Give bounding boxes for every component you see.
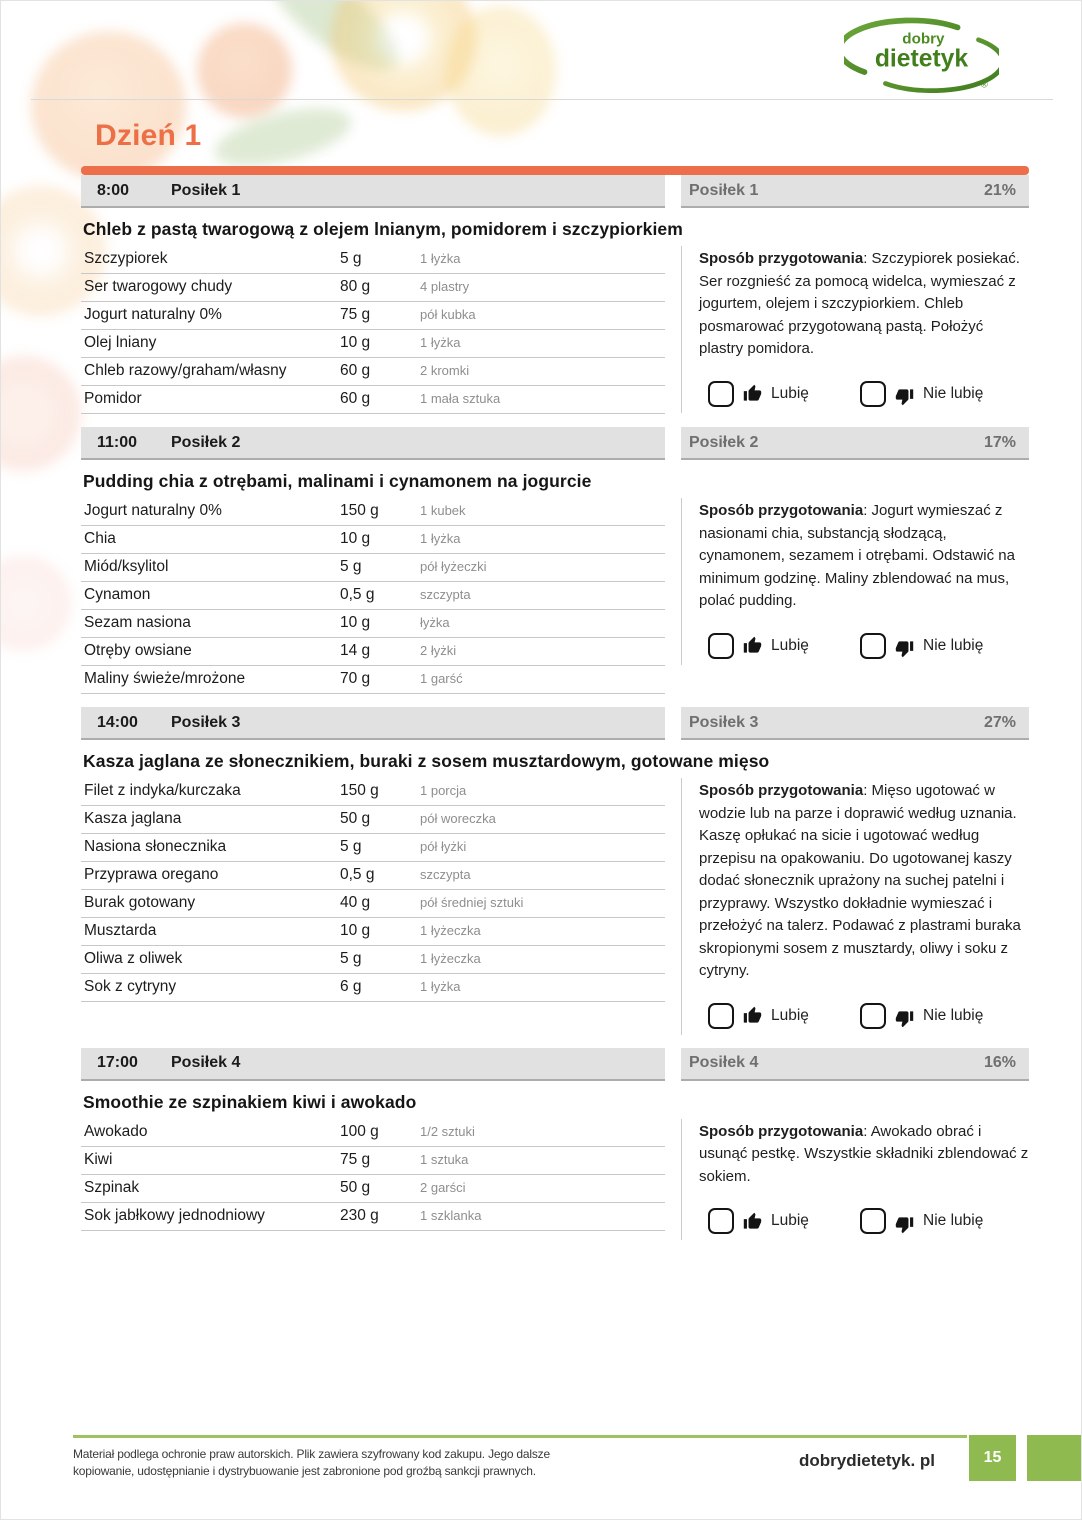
dislike-checkbox[interactable] — [860, 633, 886, 659]
ingredients-table — [81, 1119, 665, 1231]
ingredient-measure: 1 sztuka — [420, 1151, 469, 1167]
ingredient-amount: 10 g — [340, 334, 371, 351]
ingredient-name: Jogurt naturalny 0% — [84, 502, 222, 519]
like-checkbox[interactable] — [708, 1208, 734, 1234]
preparation-panel — [681, 246, 1029, 413]
ingredient-name: Cynamon — [84, 586, 151, 603]
ingredient-row — [81, 834, 665, 862]
ingredient-measure: 1 łyżka — [420, 251, 461, 266]
thumbs-up-icon — [743, 636, 762, 655]
ingredient-name: Pomidor — [84, 390, 142, 407]
like-option[interactable] — [708, 1208, 860, 1234]
ingredient-row — [81, 1147, 665, 1175]
preparation-label: Sposób przygotowania — [699, 502, 864, 519]
ingredient-amount: 70 g — [340, 670, 371, 687]
ingredient-name: Olej lniany — [84, 334, 157, 351]
dish-title: Smoothie ze szpinakiem kiwi i awokado — [83, 1091, 417, 1112]
ingredient-amount: 50 g — [340, 1178, 371, 1196]
preparation-panel — [681, 1119, 1029, 1241]
ingredient-name: Maliny świeże/mrożone — [84, 670, 246, 687]
ingredient-row — [81, 806, 665, 834]
ingredient-amount: 60 g — [340, 362, 371, 379]
ingredient-measure: 1/2 sztuki — [420, 1123, 475, 1139]
ingredient-row — [81, 946, 665, 974]
ingredient-amount: 0,5 g — [340, 586, 375, 603]
dish-title: Pudding chia z otrębami, malinami i cynamonem na jogurcie — [83, 471, 592, 491]
brand-word-bottom: dietetyk — [874, 45, 969, 73]
dislike-checkbox[interactable] — [860, 1208, 886, 1234]
meal-summary-bar — [681, 427, 1029, 460]
ingredient-measure: 2 kromki — [420, 363, 470, 378]
meal-percent: 17% — [983, 433, 1016, 451]
page-number-badge: 15 — [969, 1435, 1016, 1481]
footer-accent-line — [73, 1435, 967, 1438]
meals-container — [81, 175, 1029, 1240]
meal-name-right: Posiłek 4 — [689, 1054, 759, 1071]
dislike-label: Nie lubię — [923, 636, 984, 654]
ingredient-row — [81, 1203, 665, 1231]
meal-name: Posiłek 2 — [171, 433, 241, 451]
ingredient-row — [81, 498, 665, 526]
meal-name: Posiłek 1 — [171, 181, 241, 199]
ingredient-amount: 5 g — [340, 950, 362, 967]
ingredient-amount: 5 g — [340, 250, 362, 267]
preparation-text: Sposób przygotowania: Mięso ugotować w wodzie lub na parze i doprawić według uznania. Kaszę opłukać na sicie i ugotować według przepisu na opakowaniu. Do ugotowanej kaszy dodać słonecznik uprażony na suchej patelni i przyprawy. Wszystko dokładnie wymieszać i przełożyć na talerz. Podawać z plastrami buraka skropionymi sosem z musztardy, oliwy i soku z cytryny. — [699, 782, 1021, 979]
ingredient-row — [81, 862, 665, 890]
meal-section — [81, 427, 1029, 694]
ingredient-measure: szczypta — [420, 867, 471, 882]
ingredient-name: Chia — [84, 530, 116, 547]
ingredient-row — [81, 778, 665, 806]
preparation-label: Sposób przygotowania — [699, 782, 864, 799]
ingredient-measure: 2 garści — [420, 1179, 466, 1195]
meal-time-bar — [81, 427, 665, 460]
preparation-panel — [681, 498, 1029, 665]
meal-name: Posiłek 4 — [171, 1054, 241, 1071]
ingredient-name: Szpinak — [84, 1178, 140, 1196]
meal-time-bar — [81, 707, 665, 740]
ingredient-measure: 1 łyżeczka — [420, 951, 481, 966]
ingredient-amount: 150 g — [340, 502, 379, 519]
ingredient-name: Oliwa z oliwek — [84, 950, 183, 967]
registered-mark: ® — [980, 79, 988, 91]
preparation-label: Sposób przygotowania — [699, 1122, 864, 1140]
ingredient-measure: 1 łyżka — [420, 531, 461, 546]
dislike-checkbox[interactable] — [860, 1003, 886, 1029]
ingredient-name: Filet z indyka/kurczaka — [84, 782, 241, 799]
preparation-label: Sposób przygotowania — [699, 250, 864, 267]
ingredient-amount: 75 g — [340, 1150, 371, 1168]
ingredient-measure: 2 łyżki — [420, 643, 457, 658]
ingredient-name: Chleb razowy/graham/własny — [84, 362, 287, 379]
meal-name-right: Posiłek 2 — [689, 433, 759, 451]
meal-name: Posiłek 3 — [171, 713, 241, 731]
meal-summary-bar — [681, 175, 1029, 208]
dislike-option[interactable] — [860, 1003, 1012, 1029]
like-option[interactable] — [708, 633, 860, 659]
ingredient-amount: 10 g — [340, 614, 371, 631]
like-checkbox[interactable] — [708, 381, 734, 407]
preparation-text: Sposób przygotowania: Jogurt wymieszać z nasionami chia, substancją słodzącą, cynamonem, sezamem i otrębami. Odstawić na minimum godzinę. Maliny zblendować na mus, polać pudding. — [699, 502, 1015, 609]
meal-name-right: Posiłek 3 — [689, 713, 759, 731]
ingredient-row — [81, 386, 665, 414]
ingredient-row — [81, 666, 665, 694]
ingredients-table — [81, 778, 665, 1002]
ingredient-measure: szczypta — [420, 587, 471, 602]
dislike-checkbox[interactable] — [860, 381, 886, 407]
ingredient-measure: 1 kubek — [420, 503, 466, 518]
brand-word-top: dobry — [902, 30, 945, 48]
ingredient-measure: pół kubka — [420, 307, 476, 322]
ingredient-row — [81, 330, 665, 358]
ingredient-name: Sok jabłkowy jednodniowy — [84, 1206, 265, 1224]
ingredient-amount: 230 g — [340, 1206, 379, 1224]
dish-title: Kasza jaglana ze słonecznikiem, buraki z sosem musztardowym, gotowane mięso — [83, 751, 770, 771]
like-checkbox[interactable] — [708, 1003, 734, 1029]
ingredient-row — [81, 358, 665, 386]
thumbs-down-icon — [895, 1215, 914, 1234]
ingredient-measure: łyżka — [420, 615, 450, 630]
ingredient-name: Burak gotowany — [84, 894, 196, 911]
ingredient-row — [81, 582, 665, 610]
ingredient-row — [81, 918, 665, 946]
ingredient-amount: 6 g — [340, 978, 362, 995]
preparation-text: Sposób przygotowania: Szczypiorek posiekać. Ser rozgnieść za pomocą widelca, wymieszać z jogurtem, olejem i szczypiorkiem. Chleb posmarować przygotowaną pastą. Położyć plastry pomidora. — [699, 250, 1020, 357]
vote-row — [708, 633, 1029, 659]
ingredient-name: Sok z cytryny — [84, 978, 177, 995]
like-option[interactable] — [708, 1003, 860, 1029]
preparation-body: Mięso ugotować w wodzie lub na parze i doprawić według uznania. Kaszę opłukać na sicie i ugotować według przepisu na opakowaniu. Do ugotowanej kaszy dodać słonecznik uprażony na suchej patelni i przyprawy. Wszystko dokładnie wymieszać i przełożyć na talerz. Podawać z plastrami buraka skropionymi sosem z musztardy, oliwy i soku z cytryny. — [699, 782, 1021, 979]
ingredient-measure: pół średniej sztuki — [420, 895, 524, 910]
thumbs-up-icon — [743, 1212, 762, 1231]
ingredient-measure: 1 łyżka — [420, 979, 461, 994]
ingredient-measure: 1 łyżka — [420, 335, 461, 350]
ingredient-amount: 14 g — [340, 642, 371, 659]
ingredient-name: Awokado — [84, 1122, 148, 1140]
ingredient-name: Miód/ksylitol — [84, 558, 169, 575]
footer-end-block — [1027, 1435, 1082, 1481]
ingredient-amount: 40 g — [340, 894, 371, 911]
page-footer — [1, 1435, 1081, 1519]
ingredient-amount: 5 g — [340, 558, 362, 575]
ingredient-row — [81, 274, 665, 302]
meal-time-bar — [81, 1048, 665, 1081]
ingredient-row — [81, 638, 665, 666]
ingredient-amount: 80 g — [340, 278, 371, 295]
day-accent-bar — [81, 166, 1029, 175]
ingredient-amount: 50 g — [340, 810, 371, 827]
ingredient-measure: pół łyżeczki — [420, 559, 487, 574]
ingredient-measure: 4 plastry — [420, 279, 470, 294]
ingredient-amount: 150 g — [340, 782, 379, 799]
ingredient-amount: 100 g — [340, 1122, 379, 1140]
ingredient-amount: 10 g — [340, 922, 371, 939]
ingredient-row — [81, 1119, 665, 1147]
ingredient-row — [81, 610, 665, 638]
dislike-label: Nie lubię — [923, 1006, 984, 1024]
ingredient-row — [81, 554, 665, 582]
vote-row — [708, 1003, 1029, 1029]
meal-section — [81, 1048, 1029, 1241]
ingredient-amount: 10 g — [340, 530, 371, 547]
like-label: Lubię — [771, 636, 809, 654]
thumbs-down-icon — [895, 1009, 914, 1028]
ingredient-row — [81, 974, 665, 1002]
ingredient-measure: 1 porcja — [420, 783, 467, 798]
meal-time: 11:00 — [97, 433, 138, 451]
thumbs-down-icon — [895, 639, 914, 658]
copyright-note — [73, 1446, 633, 1480]
ingredient-measure: 1 szklanka — [420, 1207, 482, 1223]
ingredient-row — [81, 526, 665, 554]
ingredient-amount: 60 g — [340, 390, 371, 407]
preparation-text: Sposób przygotowania: Awokado obrać i usunąć pestkę. Wszystkie składniki zblendować z sokiem. — [699, 1122, 1029, 1185]
preparation-body: Jogurt wymieszać z nasionami chia, substancją słodzącą, cynamonem, sezamem i otrębami. Odstawić na minimum godzinę. Maliny zblendować na mus, polać pudding. — [699, 502, 1015, 609]
meal-time: 8:00 — [97, 181, 130, 199]
vote-row — [708, 1208, 1029, 1234]
ingredient-amount: 75 g — [340, 306, 371, 323]
site-name: dobrydietetyk. pl — [798, 1451, 935, 1470]
ingredients-table — [81, 498, 665, 694]
ingredient-measure: 1 łyżeczka — [420, 923, 481, 938]
like-label: Lubię — [771, 1212, 809, 1229]
ingredient-measure: pół łyżki — [420, 839, 467, 854]
dislike-label: Nie lubię — [923, 384, 984, 402]
ingredient-name: Musztarda — [84, 922, 157, 939]
ingredient-amount: 5 g — [340, 838, 362, 855]
ingredient-row — [81, 1175, 665, 1203]
ingredient-name: Sezam nasiona — [84, 614, 191, 631]
ingredient-name: Przyprawa oregano — [84, 866, 219, 883]
dish-title: Chleb z pastą twarogową z olejem lnianym, pomidorem i szczypiorkiem — [83, 219, 683, 239]
meal-percent: 21% — [983, 181, 1016, 199]
ingredient-row — [81, 302, 665, 330]
ingredient-measure: 1 garść — [420, 671, 463, 686]
meal-summary-bar — [681, 1048, 1029, 1081]
meal-summary-bar — [681, 707, 1029, 740]
copyright-line-1: Materiał podlega ochronie praw autorskich. Plik zawiera szyfrowany kod zakupu. Jego dalsze — [73, 1447, 550, 1461]
ingredient-name: Kasza jaglana — [84, 810, 182, 827]
ingredient-row — [81, 890, 665, 918]
like-checkbox[interactable] — [708, 633, 734, 659]
vote-row — [708, 381, 1029, 407]
ingredient-amount: 0,5 g — [340, 866, 375, 883]
like-label: Lubię — [771, 1006, 809, 1024]
meal-time: 17:00 — [97, 1054, 138, 1071]
preparation-panel — [681, 778, 1029, 1035]
dislike-option[interactable] — [860, 381, 1012, 407]
thumbs-up-icon — [743, 1006, 762, 1025]
ingredient-measure: 1 mała sztuka — [420, 391, 501, 406]
thumbs-down-icon — [895, 387, 914, 406]
ingredient-name: Szczypiorek — [84, 250, 168, 267]
copyright-line-2: kopiowanie, udostępnianie i dystrybuowanie jest zabronione pod groźbą sankcji prawnych. — [73, 1464, 536, 1478]
meal-time-bar — [81, 175, 665, 208]
ingredient-name: Nasiona słonecznika — [84, 838, 227, 855]
ingredient-measure: pół woreczka — [420, 811, 496, 826]
ingredient-name: Jogurt naturalny 0% — [84, 306, 222, 323]
meal-section — [81, 175, 1029, 414]
ingredient-row — [81, 246, 665, 274]
meal-time: 14:00 — [97, 713, 138, 731]
ingredient-name: Otręby owsiane — [84, 642, 192, 659]
preparation-body: Awokado obrać i usunąć pestkę. Wszystkie składniki zblendować z sokiem. — [699, 1122, 1029, 1185]
meal-name-right: Posiłek 1 — [689, 181, 759, 199]
meal-percent: 16% — [983, 1054, 1016, 1071]
meal-percent: 27% — [983, 713, 1016, 731]
meal-section — [81, 707, 1029, 1035]
like-label: Lubię — [771, 384, 809, 402]
dislike-option[interactable] — [860, 1208, 1012, 1234]
dislike-option[interactable] — [860, 633, 1012, 659]
ingredients-table — [81, 246, 665, 414]
ingredient-name: Ser twarogowy chudy — [84, 278, 233, 295]
like-option[interactable] — [708, 381, 860, 407]
page-title: Dzień 1 — [95, 119, 202, 152]
dislike-label: Nie lubię — [923, 1212, 984, 1229]
thumbs-up-icon — [743, 384, 762, 403]
preparation-body: Szczypiorek posiekać. Ser rozgnieść za pomocą widelca, wymieszać z jogurtem, olejem i szczypiorkiem. Chleb posmarować przygotowaną pastą. Położyć plastry pomidora. — [699, 250, 1020, 357]
ingredient-name: Kiwi — [84, 1150, 113, 1168]
